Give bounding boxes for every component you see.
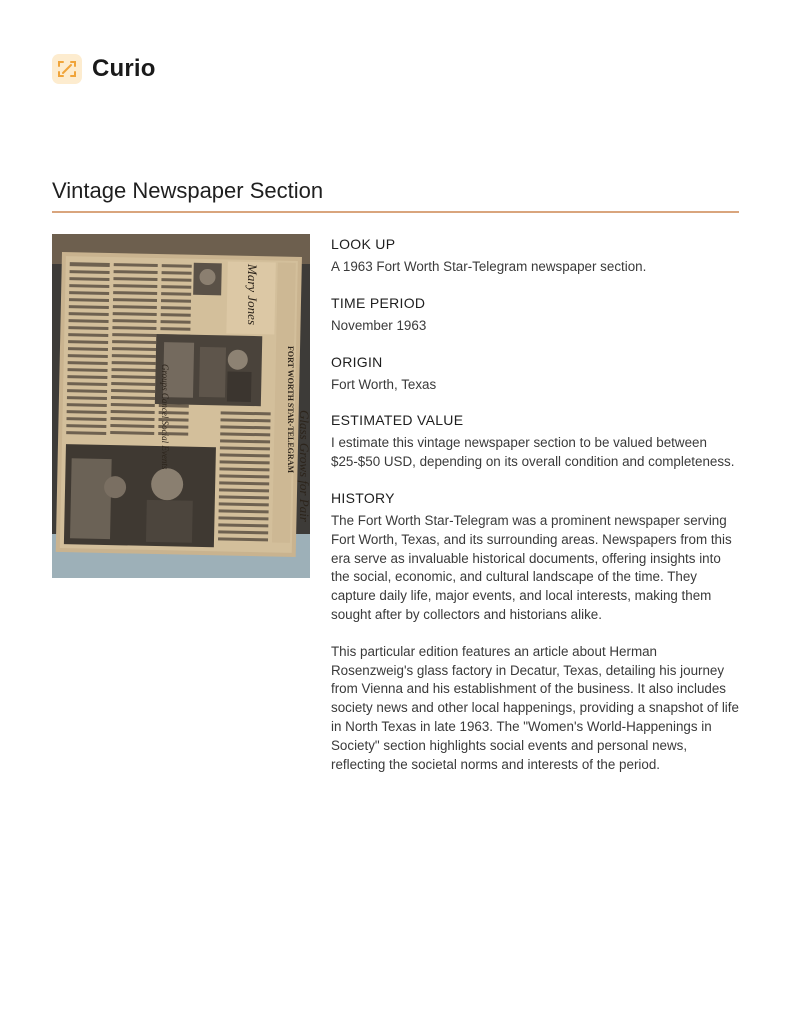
estimated-value-section [331,412,741,472]
lookup-section [331,236,741,277]
estimated-value-text: I estimate this vintage newspaper section to be valued between $25-$50 USD, depending on its overall condition and completeness. [331,435,735,470]
estimated-value-label: ESTIMATED VALUE [331,412,464,429]
page-title: Vintage Newspaper Section [52,178,324,203]
photo-masthead: FORT WORTH STAR-TELEGRAM [286,346,295,474]
origin-value: Fort Worth, Texas [331,376,437,392]
brand-name: Curio [92,55,156,82]
scan-frame-icon [52,54,82,84]
history-paragraph: The Fort Worth Star-Telegram was a prominent newspaper serving Fort Worth, Texas, and its surrounding areas. Newspapers from this era serve as invaluable historical documents, offering insights into the social, economic, and cultural landscape of the time. They capture daily life, major events, and local interests, making them sought after by collectors and historians alike. [331,512,732,622]
time-period-value: November 1963 [331,317,427,333]
item-details [331,236,741,792]
photo-subhead: Groups Cancel Social Events [160,364,170,470]
lookup-value: A 1963 Fort Worth Star-Telegram newspaper section. [331,259,647,274]
lookup-label: LOOK UP [331,236,396,252]
item-photo [52,234,310,578]
time-period-label: TIME PERIOD [331,294,426,311]
time-period-section [331,295,741,336]
history-paragraph: This particular edition features an article about Herman Rosenzweig's glass factory in Decatur, Texas, detailing his journey from Vienna and his establishment of the business. It also includes society news and other local happenings, providing a snapshot of life in North Texas in late 1963. The "Women's World-Happenings in Society" section highlights social events and personal news, reflecting the societal norms and interests of the period. [331,643,739,772]
photo-column-label: Mary Jones [245,264,260,326]
title-divider [52,211,739,213]
history-section [331,490,741,774]
brand [52,54,156,84]
history-label: HISTORY [331,489,395,506]
photo-headline: Glass Grows for Pair [297,410,312,522]
origin-section [331,354,741,395]
origin-label: ORIGIN [331,353,383,370]
